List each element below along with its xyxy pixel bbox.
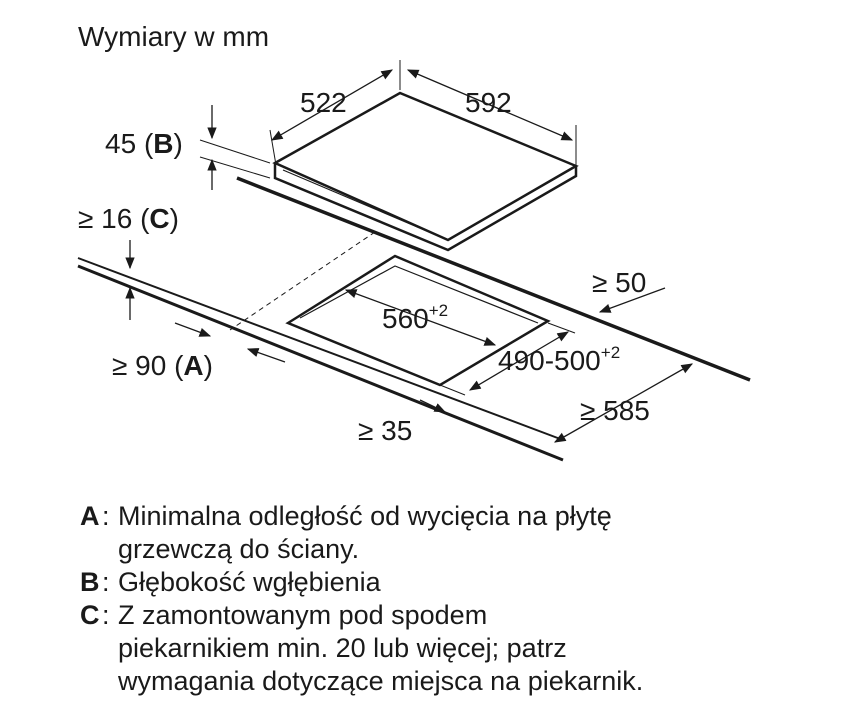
svg-text:≥ 90 (A): ≥ 90 (A)	[112, 350, 213, 381]
legend-item-c	[80, 599, 840, 698]
dim-cutout-width-label: 560	[382, 303, 429, 334]
dim-cutout-depth	[440, 323, 620, 395]
svg-text:490-500+2	[498, 343, 620, 376]
legend-key: B	[80, 567, 100, 597]
dim-min-gap-label: ≥ 16	[78, 203, 133, 234]
legend-text: Z zamontowanym pod spodem piekarnikiem min. 20 lub więcej; patrz wymagania dotyczące miejsca na piekarnik.	[118, 600, 644, 696]
dim-rear-edge-label: ≥ 50	[592, 267, 647, 298]
svg-text:45 (B): 45 (B)	[105, 128, 183, 159]
dim-rear-edge	[592, 267, 665, 312]
dim-wall-clearance-label: ≥ 90	[112, 350, 167, 381]
svg-text:≥ 16 (C): ≥ 16 (C)	[78, 203, 179, 234]
legend-item-b	[80, 566, 840, 599]
dim-cutout-depth-label: 490-500	[498, 345, 601, 376]
legend-item-a	[80, 500, 840, 566]
legend-key: A	[80, 501, 100, 531]
legend-text: Minimalna odległość od wycięcia na płytę grzewczą do ściany.	[118, 501, 612, 564]
dim-hob-width	[408, 70, 576, 165]
dim-wall-clearance	[112, 323, 285, 381]
legend-key: C	[80, 600, 100, 630]
dim-recess-label: 45	[105, 128, 137, 159]
legend	[80, 500, 840, 698]
dim-hob-depth	[270, 60, 400, 165]
dim-cutout-width-tol: +2	[428, 301, 449, 320]
legend-text: Głębokość wgłębienia	[118, 567, 381, 597]
diagram-title: Wymiary w mm	[78, 21, 270, 52]
worktop-back-edge	[237, 178, 750, 380]
dim-cutout-width	[346, 290, 495, 345]
dim-recess	[105, 105, 270, 190]
dim-worktop-depth-label: ≥ 585	[580, 395, 650, 426]
dim-wall-clearance-letter: A	[183, 350, 204, 381]
dim-front-edge-label: ≥ 35	[358, 415, 413, 446]
legend-colon: :	[102, 600, 110, 630]
dim-cutout-depth-tol: +2	[600, 343, 621, 362]
legend-colon: :	[102, 567, 110, 597]
dim-min-gap	[78, 203, 179, 320]
dim-recess-letter: B	[153, 128, 174, 159]
dim-hob-depth-label: 522	[300, 87, 347, 118]
dim-hob-width-label: 592	[465, 87, 512, 118]
svg-text:560+2	[382, 301, 448, 334]
legend-colon: :	[102, 501, 110, 531]
dim-min-gap-letter: C	[149, 203, 170, 234]
